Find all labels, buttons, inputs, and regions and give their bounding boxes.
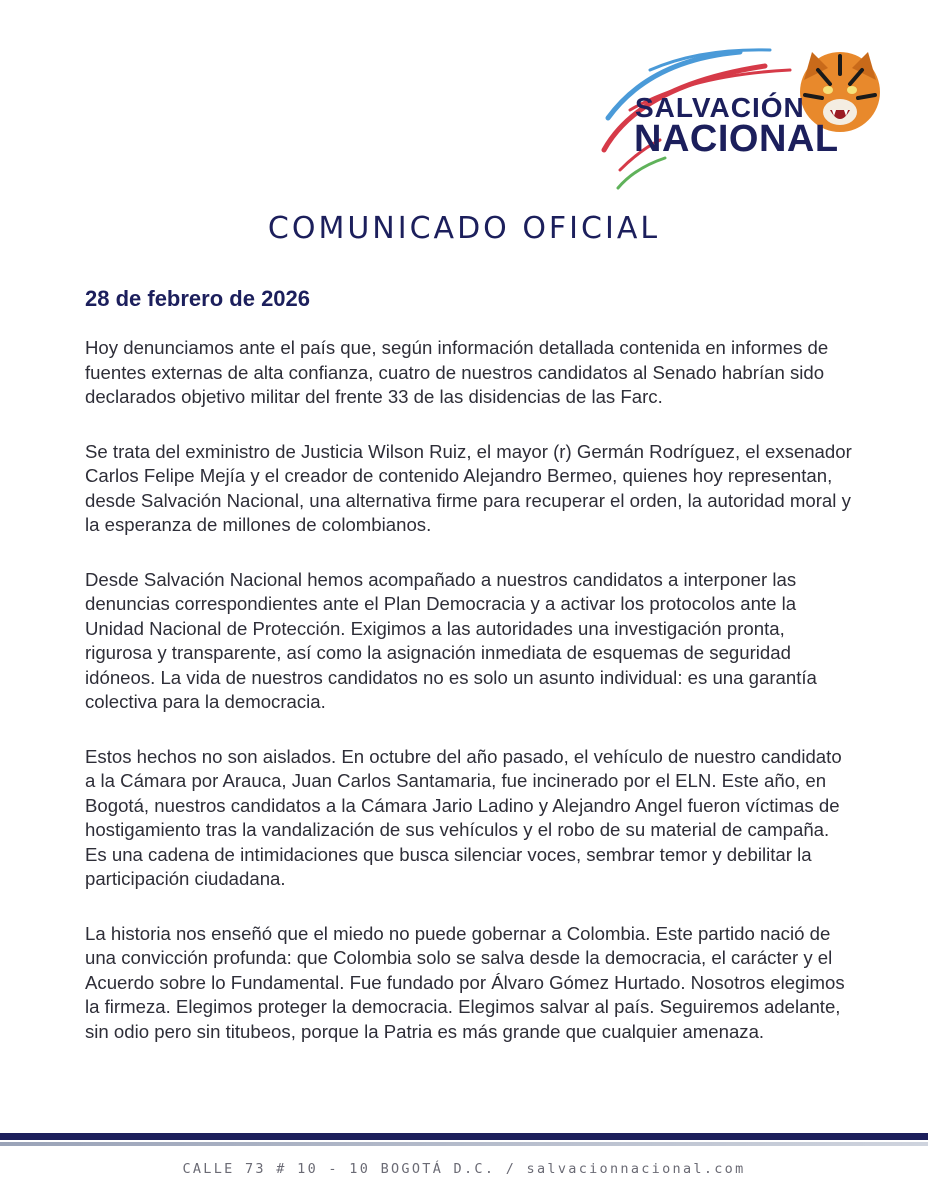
footer-divider xyxy=(0,1133,928,1149)
paragraph: Desde Salvación Nacional hemos acompañado a nuestros candidatos a interponer las denuncias correspondientes ante el Plan Democracia y a activar los protocolos ante la Unidad Nacional de Protección. Exigimos a las autoridades una investigación pronta, rigurosa y transparente, así como la asignación inmediata de esquemas de seguridad idóneos. La vida de nuestros candidatos no es solo un asunto individual: es una garantía colectiva para la democracia. xyxy=(85,568,817,712)
document-date: 28 de febrero de 2026 xyxy=(85,286,311,311)
logo-text-salvacion: SALVACIÓN xyxy=(635,92,805,123)
paragraph: Hoy denunciamos ante el país que, según información detallada contenida en informes de fuentes externas de alta confianza, cuatro de nuestros candidatos al Senado habrían sido declarados objetivo militar del frente 33 de las disidencias de las Farc. xyxy=(85,337,829,407)
footer-line-gray xyxy=(0,1142,928,1146)
party-logo xyxy=(590,40,890,190)
paragraph: Se trata del exministro de Justicia Wilson Ruiz, el mayor (r) Germán Rodríguez, el exsenador Carlos Felipe Mejía y el creador de contenido Alejandro Bermeo, quienes hoy representan, desde Salvación Nacional, una alternativa firme para recuperar el orden, la autoridad moral y la esperanza de millones de colombianos. xyxy=(85,440,852,535)
footer-address: CALLE 73 # 10 - 10 BOGOTÁ D.C. / salvacionnacional.com xyxy=(182,1161,746,1177)
paragraph: Estos hechos no son aislados. En octubre del año pasado, el vehículo de nuestro candidato a la Cámara por Arauca, Juan Carlos Santamaria, fue incinerado por el ELN. Este año, en Bogotá, nuestros candidatos a la Cámara Jario Ladino y Alejandro Angel fueron víctimas de hostigamiento tras la vandalización de sus vehículos y el robo de su material de campaña. Es una cadena de intimidaciones que busca silenciar voces, sembrar temor y debilitar la participación ciudadana. xyxy=(85,745,842,889)
document-title: COMUNICADO OFICIAL xyxy=(267,211,661,246)
logo-text-nacional: NACIONAL xyxy=(634,118,839,160)
footer-line-navy xyxy=(0,1133,928,1140)
paragraph: La historia nos enseñó que el miedo no puede gobernar a Colombia. Este partido nació de una convicción profunda: que Colombia solo se salva desde la democracia, el carácter y el Acuerdo sobre lo Fundamental. Fue fundado por Álvaro Gómez Hurtado. Nosotros elegimos la firmeza. Elegimos proteger la democracia. Elegimos salvar al país. Seguiremos adelante, sin odio pero sin titubeos, porque la Patria es más grande que cualquier amenaza. xyxy=(85,922,845,1042)
document-body xyxy=(85,336,855,1074)
